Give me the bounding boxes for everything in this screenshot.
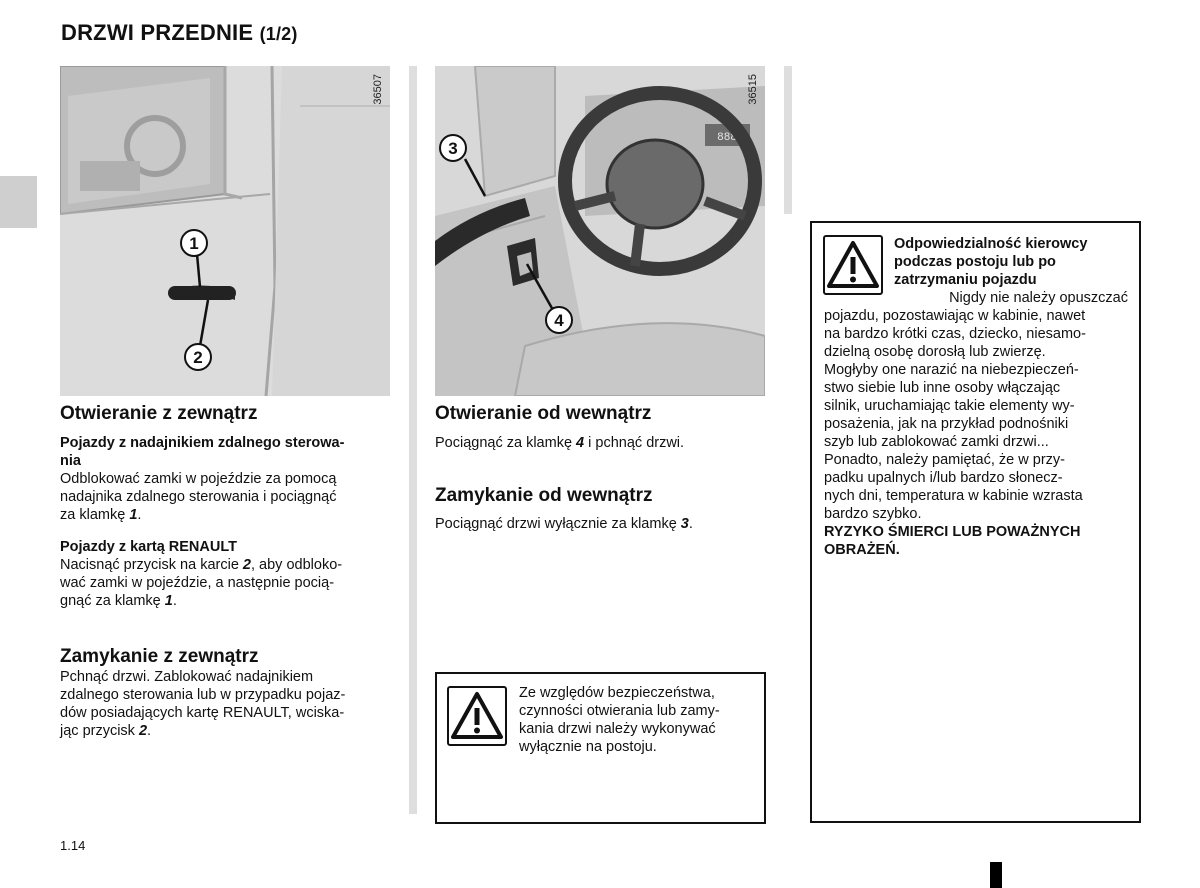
card-line-3-end: . <box>172 593 177 609</box>
card-line-2: wać zamki w pojeździe, a następnie pocią- <box>60 575 335 591</box>
heading-open-inside: Otwieranie od wewnątrz <box>435 403 652 424</box>
remote-title-1: Pojazdy z nadajnikiem zdalnego sterowa- <box>60 435 345 451</box>
close-line-4 <box>60 722 390 740</box>
callout-2-label: 2 <box>193 348 203 367</box>
open-inside-post: i pchnąć drzwi. <box>584 435 685 451</box>
column-divider-1 <box>409 66 417 814</box>
open-inside-ref: 4 <box>576 435 585 451</box>
figure-code-left: 36507 <box>372 74 384 105</box>
remote-line-3-ref: 1 <box>129 507 138 523</box>
warning-driver-line-4: dzielną osobę dorosłą lub zwierzę. <box>824 344 1046 360</box>
close-inside-post: . <box>688 516 693 532</box>
warning-safety-line-1: Ze względów bezpieczeństwa, <box>519 685 715 701</box>
card-line-3 <box>60 592 390 610</box>
figure-interior-door <box>435 66 765 396</box>
card-line-3-ref: 1 <box>164 593 173 609</box>
close-line-4-end: . <box>147 723 152 739</box>
warning-driver-line-10: Ponadto, należy pamiętać, że w przy- <box>824 452 1065 468</box>
callout-4-label: 4 <box>554 311 564 330</box>
card-line-1 <box>60 556 390 574</box>
warning-driver-line-1: Nigdy nie należy opuszczać <box>949 290 1128 306</box>
figure-exterior-door <box>60 66 390 396</box>
card-line-3-text: gnąć za klamkę <box>60 593 165 609</box>
warning-driver-risk-1: RYZYKO ŚMIERCI LUB POWAŻNYCH <box>824 524 1081 540</box>
warning-driver-title-3: zatrzymaniu pojazdu <box>894 272 1037 288</box>
warning-driver-line-11: padku upalnych i/lub bardzo słonecz- <box>824 470 1063 486</box>
warning-box-driver <box>810 221 1141 823</box>
warning-safety-line-3: kania drzwi należy wykonywać <box>519 721 716 737</box>
warning-driver-line-3: na bardzo krótki czas, dziecko, niesamo- <box>824 326 1086 342</box>
chapter-tab <box>0 176 37 228</box>
card-line-1-end: , aby odbloko- <box>251 557 343 573</box>
page-title-text: DRZWI PRZEDNIE <box>61 20 254 45</box>
callout-4 <box>546 307 572 333</box>
remote-line-1: Odblokować zamki w pojeździe za pomocą <box>60 471 337 487</box>
warning-driver-line-13: bardzo szybko. <box>824 506 922 522</box>
close-line-3: dów posiadających kartę RENAULT, wciska- <box>60 705 345 721</box>
close-line-1: Pchnąć drzwi. Zablokować nadajnikiem <box>60 669 314 685</box>
warning-driver-line-12: nych dni, temperatura w kabinie wzrasta <box>824 488 1083 504</box>
page-number: 1.14 <box>60 838 86 853</box>
warning-driver-text <box>824 289 1128 559</box>
card-title: Pojazdy z kartą RENAULT <box>60 539 237 555</box>
warning-driver-risk-2: OBRAŻEŃ. <box>824 542 900 558</box>
warning-triangle-icon <box>447 686 507 746</box>
page-edge-marker <box>990 862 1002 888</box>
warning-driver-title-2: podczas postoju lub po <box>894 254 1056 270</box>
warning-driver-line-5: Mogłyby one narazić na niebezpieczeń- <box>824 362 1079 378</box>
remote-line-3-end: . <box>137 507 142 523</box>
warning-driver-title <box>894 235 1132 289</box>
column-divider-2 <box>784 66 792 214</box>
open-inside-text <box>435 434 765 452</box>
svg-text:888: 888 <box>717 132 737 144</box>
section-card <box>60 538 390 610</box>
callout-1 <box>181 230 207 256</box>
callout-3-label: 3 <box>448 139 458 158</box>
warning-driver-line-7: silnik, uruchamiając takie elementy wy- <box>824 398 1075 414</box>
heading-close-inside: Zamykanie od wewnątrz <box>435 485 653 506</box>
heading-close-outside: Zamykanie z zewnątrz <box>60 646 259 667</box>
card-line-1-ref: 2 <box>242 557 251 573</box>
card-line-1-text: Nacisnąć przycisk na karcie <box>60 557 243 573</box>
page-title-suffix: (1/2) <box>259 24 298 44</box>
callout-2 <box>185 344 211 370</box>
close-line-4-text: jąc przycisk <box>60 723 139 739</box>
close-inside-text <box>435 515 765 533</box>
warning-driver-line-2: pojazdu, pozostawiając w kabinie, nawet <box>824 308 1086 324</box>
warning-driver-line-8: posażenia, jak na przykład podnośniki <box>824 416 1069 432</box>
remote-line-3 <box>60 506 390 524</box>
callout-1-label: 1 <box>189 234 199 253</box>
warning-safety-line-2: czynności otwierania lub zamy- <box>519 703 720 719</box>
warning-triangle-icon <box>823 235 883 295</box>
warning-driver-title-1: Odpowiedzialność kierowcy <box>894 236 1088 252</box>
warning-safety-text <box>519 684 755 756</box>
open-inside-pre: Pociągnąć za klamkę <box>435 435 577 451</box>
close-line-2: zdalnego sterowania lub w przypadku pojaz- <box>60 687 346 703</box>
section-close-outside <box>60 668 390 740</box>
remote-line-3-text: za klamkę <box>60 507 130 523</box>
remote-title-2: nia <box>60 453 81 469</box>
heading-open-outside: Otwieranie z zewnątrz <box>60 403 258 424</box>
figure-code-middle: 36515 <box>747 74 759 105</box>
warning-box-safety <box>435 672 766 824</box>
warning-driver-line-9: szyb lub zablokować zamki drzwi... <box>824 434 1049 450</box>
section-remote <box>60 434 390 524</box>
close-inside-pre: Pociągnąć drzwi wyłącznie za klamkę <box>435 516 681 532</box>
warning-driver-line-6: stwo siebie lub inne osoby włączając <box>824 380 1061 396</box>
warning-safety-line-4: wyłącznie na postoju. <box>519 739 657 755</box>
remote-line-2: nadajnika zdalnego sterowania i pociągnąć <box>60 489 337 505</box>
close-line-4-ref: 2 <box>138 723 148 739</box>
exterior-door-illustration <box>60 66 390 396</box>
interior-door-illustration <box>435 66 765 396</box>
close-inside-ref: 3 <box>680 516 689 532</box>
callout-3 <box>440 135 466 161</box>
page-title <box>61 20 298 46</box>
